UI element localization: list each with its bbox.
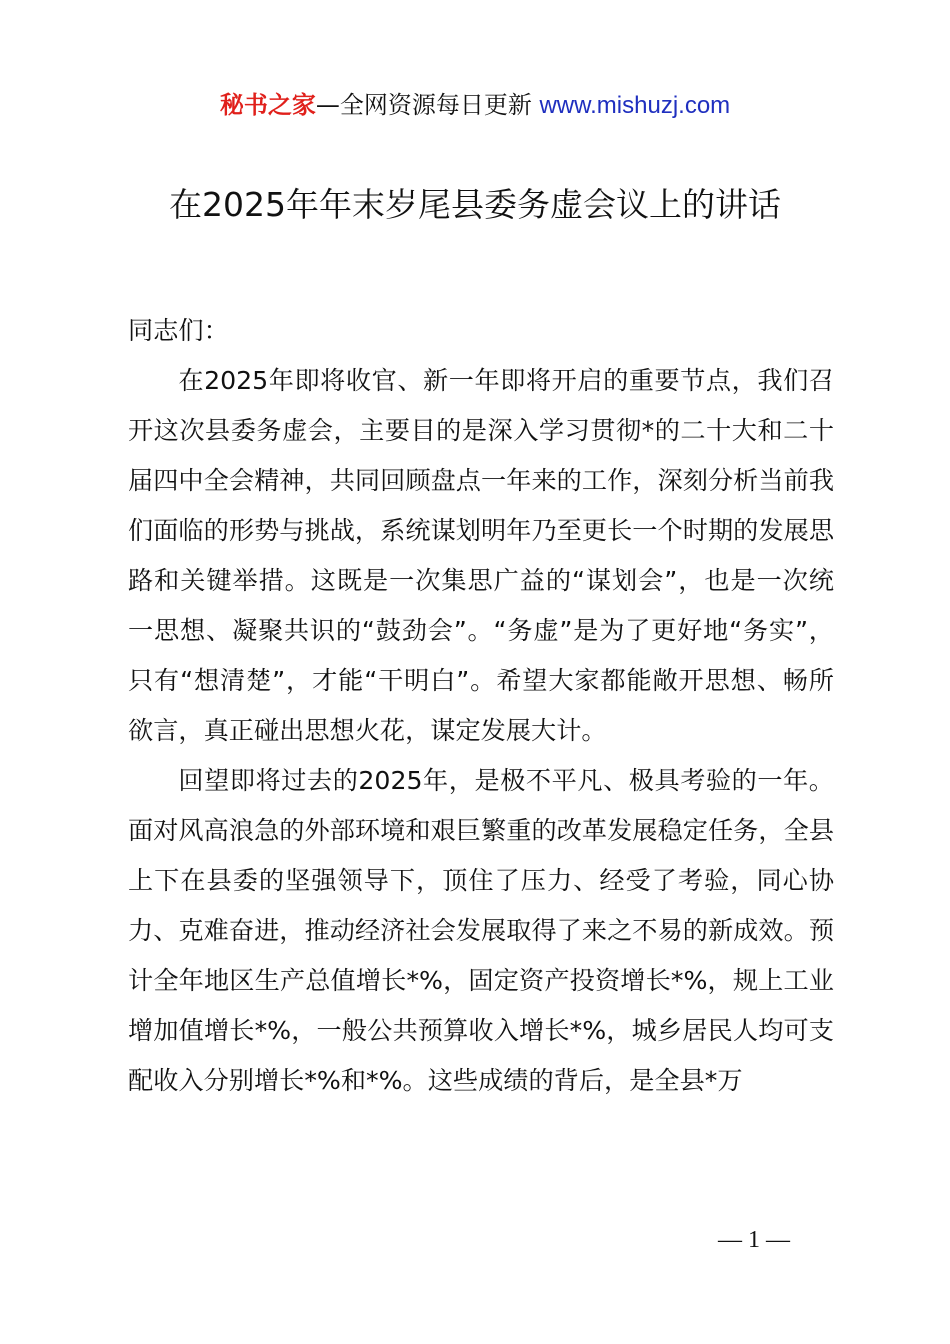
document-body (128, 306, 834, 1106)
brand-name: 秘书之家 (219, 91, 316, 119)
page-number: — 1 — (718, 1227, 790, 1253)
brand-slogan: —全网资源每日更新 (315, 91, 540, 119)
document-title: 在2025年年末岁尾县委务虚会议上的讲话 (169, 185, 781, 224)
brand-url: www.mishuzj.com (539, 92, 731, 119)
paragraph: 在2025年即将收官、新一年即将开启的重要节点，我们召开这次县委务虚会，主要目的是深入学习贯彻*的二十大和二十届四中全会精神，共同回顾盘点一年来的工作，深刻分析当前我们面临的形势与挑战，系统谋划明年乃至更长一个时期的发展思路和关键举措。这既是一次集思广益的“谋划会”，也是一次统一思想、凝聚共识的“鼓劲会”。“务虚”是为了更好地“务实”，只有“想清楚”，才能“干明白”。希望大家都能敞开思想、畅所欲言，真正碰出思想火花，谋定发展大计。 (128, 366, 834, 745)
site-watermark-header (0, 88, 950, 123)
salutation: 同志们： (128, 316, 229, 345)
paragraph: 回望即将过去的2025年，是极不平凡、极具考验的一年。面对风高浪急的外部环境和艰巨繁重的改革发展稳定任务，全县上下在县委的坚强领导下，顶住了压力、经受了考验，同心协力、克难奋进，推动经济社会发展取得了来之不易的新成效。预计全年地区生产总值增长*%，固定资产投资增长*%，规上工业增加值增长*%，一般公共预算收入增长*%，城乡居民人均可支配收入分别增长*%和*%。这些成绩的背后，是全县*万 (128, 766, 834, 1095)
